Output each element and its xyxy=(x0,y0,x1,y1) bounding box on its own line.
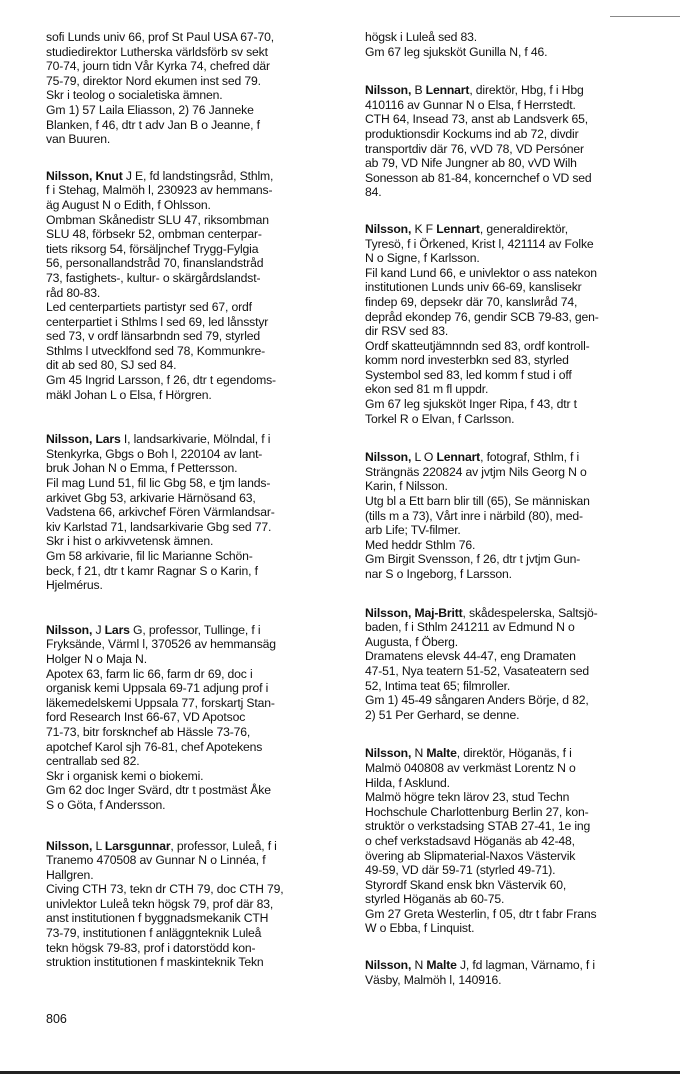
entry-line: kiv Karlstad 71, landsarkivarie Gbg sed 77. xyxy=(46,519,272,534)
entry-line: Gm 67 leg sjuksköt Gunilla N, f 46. xyxy=(365,44,548,59)
entry-line: struktion institutionen f maskinteknik Tekn xyxy=(46,955,264,970)
entry-heading: Nilsson, Lars I, landsarkivarie, Mölndal, f i xyxy=(46,432,271,447)
entry-line: Gm 45 Ingrid Larsson, f 26, dtr t egendoms- xyxy=(46,373,276,388)
entry-line: Utg bl a Ett barn blir till (65), Se människan xyxy=(365,494,590,509)
entry-line: Sthlms l utvecklfond sed 78, Kommunkre- xyxy=(46,343,266,358)
entry-line: Stenkyrka, Gbgs o Boh l, 220104 av lant- xyxy=(46,446,263,461)
entry-line: Strängnäs 220824 av jvtjm Nils Georg N o xyxy=(365,464,587,479)
top-edge-rule xyxy=(610,16,680,17)
entry-line: tekn högsk 79-83, prof i datorstödd kon- xyxy=(46,940,256,955)
entry-line: arkivet Gbg 53, arkivarie Härnösand 63, xyxy=(46,490,256,505)
entry-line: van Buuren. xyxy=(46,132,111,147)
entry-line: Dramatens elevsk 44-47, eng Dramaten xyxy=(365,649,576,664)
entry-line: centerpartiet i Sthlms l sed 69, led lånsstyr xyxy=(46,314,269,329)
bottom-edge-rule xyxy=(0,1071,680,1074)
entry-line: Malmö högre tekn lärov 23, stud Techn xyxy=(365,790,570,805)
entry-line: Blanken, f 46, dtr t adv Jan B o Jeanne, f xyxy=(46,117,260,132)
entry-line: f i Stehag, Malmöh l, 230923 av hemmans- xyxy=(46,183,273,198)
entry-nilsson-b-lennart xyxy=(365,83,665,200)
entry-line: Vadstena 66, arkivchef Fören Värmlandsar- xyxy=(46,505,275,520)
entry-line: dir RSV sed 83. xyxy=(365,324,449,339)
entry-heading: Nilsson, Knut J E, fd landstingsråd, Sthlm, xyxy=(46,168,274,183)
entry-line: produktionsdir Kockums ind ab 72, divdir xyxy=(365,126,579,141)
entry-line: beck, f 21, dtr t kamr Ragnar S o Karin, f xyxy=(46,563,258,578)
entry-line: sofi Lunds univ 66, prof St Paul USA 67-70, xyxy=(46,30,274,44)
entry-line: centrallab sed 82. xyxy=(46,754,140,769)
entry-line: råd 80-83. xyxy=(46,285,101,300)
entry-line: Tranemo 470508 av Gunnar N o Linnéa, f xyxy=(46,853,266,868)
entry-line: styrled Höganäs ab 60-75. xyxy=(365,892,505,907)
entry-line: Tyresö, f i Örkened, Krist l, 421114 av Folke xyxy=(365,236,594,251)
entry-line: Gm 67 leg sjuksköt Inger Ripa, f 43, dtr t xyxy=(365,397,577,412)
entry-line: institutionen Lunds univ 66-69, kanslisekr xyxy=(365,280,582,295)
entry-heading: Nilsson, K F Lennart, generaldirektör, xyxy=(365,221,568,236)
entry-line: CTH 64, Insead 73, anst ab Landsverk 65, xyxy=(365,112,588,127)
entry-line: findep 69, depsekr där 70, kanslиråd 74, xyxy=(365,294,578,309)
entry-line: Skr i hist o arkivvetensk ämnen. xyxy=(46,534,214,549)
entry-nilsson-j-lars xyxy=(46,623,344,813)
entry-heading: Nilsson, N Malte J, fd lagman, Värnamo, f i xyxy=(365,958,595,973)
entry-nilsson-n-malte xyxy=(365,746,665,936)
entry-line: ford Research Inst 66-67, VD Apotsoc xyxy=(46,710,246,725)
entry-line: läkemedelskemi Uppsala 77, forskartj Stan- xyxy=(46,695,275,710)
entry-heading: Nilsson, L Larsgunnar, professor, Luleå, f i xyxy=(46,838,277,853)
entry-line: Fryksände, Värml l, 370526 av hemmansäg xyxy=(46,637,276,652)
entry-nilsson-larsgunnar xyxy=(46,839,344,970)
entry-line: nar S o Ingeborg, f Larsson. xyxy=(365,567,512,581)
entry-line: Karin, f Nilsson. xyxy=(365,479,448,494)
entry-line: Holger N o Maja N. xyxy=(46,651,147,666)
entry-line: Väsby, Malmöh l, 140916. xyxy=(365,972,502,987)
entry-line: 410116 av Gunnar N o Elsa, f Herrstedt. xyxy=(365,97,576,112)
entry-heading: Nilsson, N Malte, direktör, Höganäs, f i xyxy=(365,746,572,761)
entry-continuation-top-left xyxy=(46,30,344,147)
entry-line: apotchef Karol sjh 76-81, chef Apotekens xyxy=(46,739,263,754)
page-number: 806 xyxy=(46,1012,67,1026)
entry-nilsson-k-f-lennart xyxy=(365,222,665,426)
entry-line: Systembol sed 83, led komm f stud i off xyxy=(365,367,572,382)
entry-line: Augusta, f Öberg. xyxy=(365,634,458,649)
entry-line: Gm 1) 57 Laila Eliasson, 2) 76 Janneke xyxy=(46,102,254,117)
entry-line: ekon sed 81 m fl uppdr. xyxy=(365,382,489,397)
entry-line: (tills m a 73), Vårt inre i närbild (80), med- xyxy=(365,508,583,523)
entry-line: 49-59, VD där 59-71 (styrled 49-71). xyxy=(365,863,556,878)
entry-nilsson-lars xyxy=(46,432,344,593)
entry-line: Civing CTH 73, tekn dr CTH 79, doc CTH 79, xyxy=(46,882,284,897)
entry-line: Gm Birgit Svensson, f 26, dtr t jvtjm Gun- xyxy=(365,552,581,567)
entry-line: anst institutionen f byggnadsmekanik CTH xyxy=(46,911,269,926)
entry-line: Skr i organisk kemi o biokemi. xyxy=(46,768,204,783)
entry-line: struktör o verkstadsing STAB 27-41, 1e ing xyxy=(365,819,591,834)
right-column xyxy=(365,30,665,1009)
entry-line: organisk kemi Uppsala 69-71 adjung prof i xyxy=(46,681,269,696)
entry-nilsson-l-o-lennart xyxy=(365,450,665,581)
entry-line: Torkel R o Elvan, f Carlsson. xyxy=(365,411,515,426)
entry-line: univlektor Luleå tekn högsk 79, prof där 83, xyxy=(46,896,274,911)
entry-heading: Nilsson, L O Lennart, fotograf, Sthlm, f i xyxy=(365,450,580,465)
entry-line: 84. xyxy=(365,185,382,200)
entry-line: SLU 48, förbsekr 52, ombman centerpar- xyxy=(46,227,262,242)
entry-nilsson-knut xyxy=(46,169,344,403)
entry-line: högsk i Luleå sed 83. xyxy=(365,30,478,44)
entry-line: Med heddr Sthlm 76. xyxy=(365,537,476,552)
entry-heading: Nilsson, B Lennart, direktör, Hbg, f i Hbg xyxy=(365,83,584,98)
entry-line: Gm 58 arkivarie, fil lic Marianne Schön- xyxy=(46,549,253,563)
entry-line: Ombman Skånedistr SLU 47, riksombman xyxy=(46,212,269,227)
entry-line: komm nord investerbkn sed 83, styrled xyxy=(365,353,569,368)
entry-line: depråd ekondep 76, gendir SCB 79-83, gen- xyxy=(365,309,599,324)
entry-heading: Nilsson, Maj-Britt, skådespelerska, Saltsjö- xyxy=(365,605,598,620)
entry-line: Gm 1) 45-49 sångaren Anders Börje, d 82, xyxy=(365,693,589,708)
entry-line: ab 79, VD Nife Jungner ab 80, vVD Wilh xyxy=(365,156,577,171)
entry-line: 75-79, direktor Nord ekumen inst sed 79. xyxy=(46,73,261,88)
entry-line: dit ab sed 80, SJ sed 84. xyxy=(46,358,177,373)
entry-line: Hilda, f Asklund. xyxy=(365,775,450,790)
entry-line: 2) 51 Per Gerhard, se denne. xyxy=(365,707,520,722)
entry-line: äg August N o Edith, f Ohlsson. xyxy=(46,197,211,212)
entry-line: Gm 27 Greta Westerlin, f 05, dtr t fabr Frans xyxy=(365,906,597,921)
entry-line: mäkl Johan L o Elsa, f Hörgren. xyxy=(46,387,212,402)
entry-line: Ordf skatteutjämnndn sed 83, ordf kontroll- xyxy=(365,338,590,353)
entry-line: 70-74, journ tidn Vår Kyrka 74, chefred där xyxy=(46,59,270,74)
entry-line: bruk Johan N o Emma, f Pettersson. xyxy=(46,461,238,476)
entry-line: Sonesson ab 81-84, koncernchef o VD sed xyxy=(365,170,592,185)
entry-line: studiedirektor Lutherska världsförb sv sekt xyxy=(46,44,268,59)
left-column xyxy=(46,30,344,992)
entry-heading: Nilsson, J Lars G, professor, Tullinge, f i xyxy=(46,622,261,637)
entry-line: transportdiv där 76, vVD 78, VD Persóner xyxy=(365,141,584,156)
entry-continuation-top-right xyxy=(365,30,665,59)
entry-line: 47-51, Nya teatern 51-52, Vasateatern sed xyxy=(365,663,589,678)
entry-line: 52, Intima teat 65; filmroller. xyxy=(365,678,511,693)
entry-line: Hochschule Charlottenburg Berlin 27, kon- xyxy=(365,804,589,819)
entry-line: arb Life; TV-filmer. xyxy=(365,523,461,538)
entry-line: Apotex 63, farm lic 66, farm dr 69, doc i xyxy=(46,666,253,681)
entry-line: Hallgren. xyxy=(46,867,94,882)
entry-line: Skr i teolog o socialetiska ämnen. xyxy=(46,88,223,103)
entry-line: 73, fastighets-, kultur- o skärgårdslandst- xyxy=(46,270,261,285)
entry-line: baden, f i Sthlm 241211 av Edmund N o xyxy=(365,620,575,635)
entry-line: S o Göta, f Andersson. xyxy=(46,797,166,812)
entry-line: N o Signe, f Karlsson. xyxy=(365,251,480,266)
entry-line: övering ab Slipmaterial-Naxos Västervik xyxy=(365,848,576,863)
entry-nilsson-n-malte-j xyxy=(365,958,665,987)
entry-line: Styrordf Skand ensk bkn Västervik 60, xyxy=(365,877,567,892)
entry-line: tiets riksorg 54, försäljnchef Trygg-Fylgia xyxy=(46,241,259,256)
entry-line: Gm 62 doc Inger Svärd, dtr t postmäst Åke xyxy=(46,783,271,798)
entry-line: W o Ebba, f Linquist. xyxy=(365,921,475,936)
entry-line: Fil kand Lund 66, e univlektor o ass natekon xyxy=(365,265,597,280)
entry-line: sed 73, v ordf länsarbndn sed 79, styrled xyxy=(46,329,261,344)
entry-line: Fil mag Lund 51, fil lic Gbg 58, e tjm lands- xyxy=(46,476,271,491)
entry-line: 73-79, institutionen f anläggnteknik Luleå xyxy=(46,926,262,941)
entry-line: o chef verkstadsavd Höganäs ab 42-48, xyxy=(365,833,575,848)
entry-line: Hjelmérus. xyxy=(46,578,103,593)
entry-nilsson-maj-britt xyxy=(365,606,665,723)
entry-line: Led centerpartiets partistyr sed 67, ordf xyxy=(46,300,252,315)
entry-line: Malmö 040808 av verkmäst Lorentz N o xyxy=(365,760,576,775)
entry-line: 71-73, bitr forsknchef ab Hässle 73-76, xyxy=(46,724,251,739)
entry-line: 56, personallandstråd 70, finanslandstråd xyxy=(46,256,264,271)
